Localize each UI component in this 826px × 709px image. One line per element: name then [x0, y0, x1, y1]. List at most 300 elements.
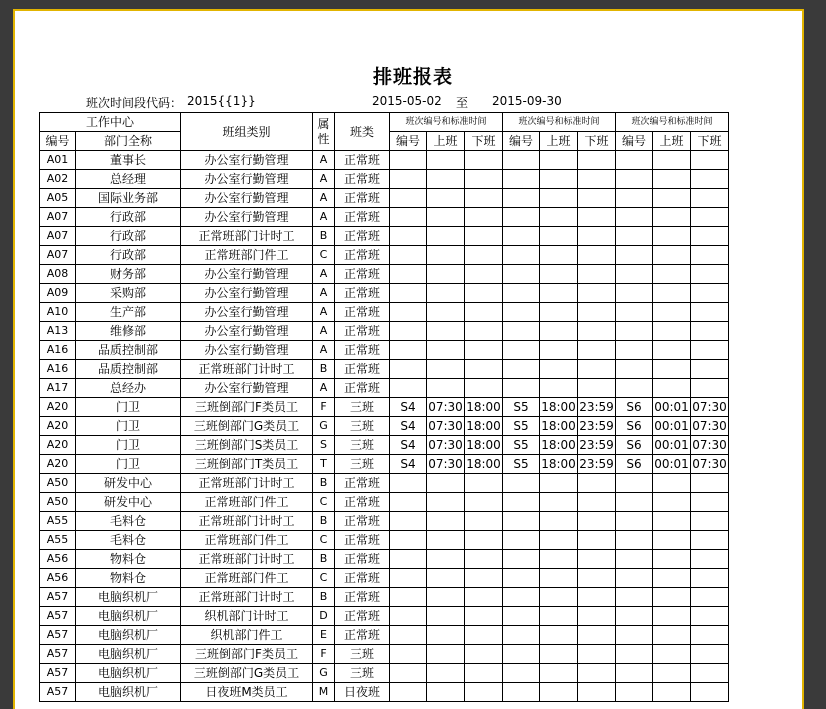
cell-shift-off [578, 645, 616, 664]
cell-shift-off [578, 493, 616, 512]
cell-attr: A [313, 208, 335, 227]
cell-shift-on [540, 569, 578, 588]
cell-shift-code [616, 341, 653, 360]
cell-shift-off [691, 664, 729, 683]
cell-shift-class: 正常班 [335, 493, 390, 512]
cell-shift-off [691, 512, 729, 531]
table-row [40, 569, 729, 588]
cell-group-type: 办公室行勤管理 [181, 265, 313, 284]
cell-group-type: 三班倒部门F类员工 [181, 398, 313, 417]
cell-shift-code [390, 645, 427, 664]
cell-shift-on [540, 170, 578, 189]
cell-shift-on: 07:30 [427, 417, 465, 436]
cell-shift-code [616, 493, 653, 512]
cell-shift-off [578, 341, 616, 360]
cell-shift-off [691, 683, 729, 702]
cell-shift-code: S4 [390, 455, 427, 474]
cell-code: A01 [40, 151, 76, 170]
cell-shift-code [503, 588, 540, 607]
cell-group-type: 日夜班M类员工 [181, 683, 313, 702]
table-row [40, 303, 729, 322]
cell-group-type: 正常班部门件工 [181, 493, 313, 512]
cell-shift-code [503, 265, 540, 284]
cell-dept-name: 毛料仓 [76, 512, 181, 531]
cell-dept-name: 门卫 [76, 436, 181, 455]
cell-code: A20 [40, 417, 76, 436]
cell-shift-code [503, 379, 540, 398]
cell-shift-code [390, 588, 427, 607]
cell-group-type: 正常班部门件工 [181, 569, 313, 588]
header-on-duty-3: 上班 [653, 132, 691, 151]
cell-shift-code [503, 341, 540, 360]
cell-shift-off [578, 379, 616, 398]
cell-shift-off [465, 284, 503, 303]
cell-attr: G [313, 664, 335, 683]
cell-shift-on [427, 512, 465, 531]
cell-shift-off [465, 531, 503, 550]
cell-shift-code [390, 208, 427, 227]
cell-dept-name: 研发中心 [76, 493, 181, 512]
cell-shift-off [465, 512, 503, 531]
cell-code: A55 [40, 512, 76, 531]
table-row [40, 455, 729, 474]
cell-code: A20 [40, 398, 76, 417]
cell-shift-off [578, 626, 616, 645]
cell-dept-name: 电脑织机厂 [76, 664, 181, 683]
header-code: 编号 [40, 132, 76, 151]
cell-shift-on [427, 626, 465, 645]
table-row [40, 417, 729, 436]
cell-attr: T [313, 455, 335, 474]
cell-shift-off [578, 360, 616, 379]
cell-shift-code [616, 303, 653, 322]
cell-attr: E [313, 626, 335, 645]
cell-shift-code [503, 683, 540, 702]
cell-shift-on [427, 683, 465, 702]
cell-shift-class: 正常班 [335, 550, 390, 569]
cell-shift-on [653, 664, 691, 683]
cell-attr: B [313, 588, 335, 607]
cell-shift-code [503, 170, 540, 189]
cell-shift-code [390, 265, 427, 284]
cell-shift-on [653, 607, 691, 626]
table-row [40, 341, 729, 360]
cell-shift-off [578, 664, 616, 683]
table-row [40, 512, 729, 531]
cell-shift-on [653, 626, 691, 645]
cell-shift-code [503, 322, 540, 341]
cell-dept-name: 电脑织机厂 [76, 683, 181, 702]
cell-shift-class: 三班 [335, 455, 390, 474]
cell-shift-code [390, 227, 427, 246]
cell-shift-off [578, 170, 616, 189]
cell-code: A20 [40, 436, 76, 455]
cell-shift-code [390, 303, 427, 322]
cell-shift-on [653, 208, 691, 227]
cell-shift-on: 07:30 [427, 455, 465, 474]
cell-attr: C [313, 246, 335, 265]
cell-shift-off [691, 322, 729, 341]
cell-attr: A [313, 265, 335, 284]
cell-shift-off [465, 341, 503, 360]
cell-shift-off [578, 284, 616, 303]
cell-shift-class: 正常班 [335, 360, 390, 379]
cell-code: A05 [40, 189, 76, 208]
table-row [40, 626, 729, 645]
cell-attr: B [313, 474, 335, 493]
cell-attr: C [313, 531, 335, 550]
cell-code: A16 [40, 341, 76, 360]
header-shift-group-3: 班次编号和标准时间 [616, 113, 729, 132]
cell-code: A57 [40, 626, 76, 645]
cell-shift-off [578, 189, 616, 208]
cell-shift-off [691, 569, 729, 588]
cell-shift-class: 正常班 [335, 208, 390, 227]
cell-shift-on [540, 512, 578, 531]
cell-shift-off: 07:30 [691, 398, 729, 417]
cell-shift-code: S6 [616, 417, 653, 436]
cell-dept-name: 研发中心 [76, 474, 181, 493]
cell-shift-off [465, 569, 503, 588]
cell-shift-class: 正常班 [335, 341, 390, 360]
cell-group-type: 正常班部门计时工 [181, 550, 313, 569]
table-row [40, 683, 729, 702]
cell-shift-code [390, 284, 427, 303]
cell-shift-code [616, 550, 653, 569]
cell-attr: F [313, 645, 335, 664]
cell-shift-off [578, 569, 616, 588]
cell-attr: G [313, 417, 335, 436]
table-row [40, 436, 729, 455]
cell-shift-on [540, 626, 578, 645]
cell-shift-on [427, 227, 465, 246]
header-shift-code-1: 编号 [390, 132, 427, 151]
cell-shift-class: 正常班 [335, 322, 390, 341]
cell-shift-on [653, 512, 691, 531]
cell-shift-code [616, 189, 653, 208]
cell-shift-on [653, 550, 691, 569]
cell-dept-name: 物料仓 [76, 569, 181, 588]
shift-period-label: 班次时间段代码： [86, 96, 183, 110]
cell-shift-code [616, 265, 653, 284]
cell-shift-on [540, 550, 578, 569]
cell-shift-on [427, 208, 465, 227]
cell-shift-off [578, 588, 616, 607]
cell-shift-code [390, 246, 427, 265]
cell-group-type: 三班倒部门G类员工 [181, 417, 313, 436]
cell-shift-code: S4 [390, 417, 427, 436]
cell-shift-off: 23:59 [578, 455, 616, 474]
cell-shift-on [540, 664, 578, 683]
cell-shift-code [616, 588, 653, 607]
cell-group-type: 织机部门件工 [181, 626, 313, 645]
cell-shift-off [465, 246, 503, 265]
cell-shift-off [691, 626, 729, 645]
cell-group-type: 办公室行勤管理 [181, 303, 313, 322]
cell-shift-code [616, 379, 653, 398]
cell-attr: F [313, 398, 335, 417]
cell-shift-code: S4 [390, 398, 427, 417]
cell-shift-on [540, 284, 578, 303]
table-row [40, 227, 729, 246]
cell-dept-name: 电脑织机厂 [76, 626, 181, 645]
cell-dept-name: 电脑织机厂 [76, 645, 181, 664]
cell-code: A02 [40, 170, 76, 189]
cell-shift-code [503, 645, 540, 664]
table-row [40, 645, 729, 664]
cell-shift-code [616, 607, 653, 626]
cell-shift-off [578, 474, 616, 493]
cell-shift-class: 正常班 [335, 265, 390, 284]
cell-shift-class: 正常班 [335, 151, 390, 170]
cell-shift-on [653, 265, 691, 284]
cell-shift-off [691, 246, 729, 265]
schedule-table [39, 112, 729, 702]
cell-shift-code [616, 360, 653, 379]
cell-shift-code [503, 284, 540, 303]
cell-shift-on [653, 341, 691, 360]
cell-shift-off [578, 531, 616, 550]
cell-shift-code [616, 151, 653, 170]
cell-shift-on [653, 151, 691, 170]
cell-shift-code: S6 [616, 436, 653, 455]
cell-shift-code [390, 626, 427, 645]
cell-shift-code [503, 227, 540, 246]
cell-shift-off [691, 227, 729, 246]
cell-code: A07 [40, 208, 76, 227]
cell-group-type: 办公室行勤管理 [181, 170, 313, 189]
cell-shift-on [540, 265, 578, 284]
cell-dept-name: 门卫 [76, 455, 181, 474]
cell-shift-code [616, 170, 653, 189]
cell-shift-on [653, 303, 691, 322]
cell-shift-code [503, 607, 540, 626]
cell-group-type: 正常班部门计时工 [181, 360, 313, 379]
cell-shift-off [691, 645, 729, 664]
cell-code: A07 [40, 246, 76, 265]
cell-shift-code [503, 531, 540, 550]
cell-shift-off [691, 379, 729, 398]
cell-group-type: 正常班部门计时工 [181, 474, 313, 493]
cell-shift-on [653, 683, 691, 702]
cell-code: A50 [40, 493, 76, 512]
cell-shift-code [616, 208, 653, 227]
cell-shift-off [465, 664, 503, 683]
cell-shift-off [578, 265, 616, 284]
cell-group-type: 三班倒部门G类员工 [181, 664, 313, 683]
cell-group-type: 正常班部门计时工 [181, 227, 313, 246]
cell-shift-class: 正常班 [335, 303, 390, 322]
header-attr: 属性 [313, 113, 335, 151]
cell-group-type: 织机部门计时工 [181, 607, 313, 626]
cell-group-type: 正常班部门计时工 [181, 512, 313, 531]
header-off-duty-2: 下班 [578, 132, 616, 151]
cell-code: A50 [40, 474, 76, 493]
cell-group-type: 正常班部门计时工 [181, 588, 313, 607]
cell-shift-on [653, 246, 691, 265]
cell-shift-on [427, 493, 465, 512]
cell-shift-on [427, 550, 465, 569]
cell-shift-off [691, 588, 729, 607]
header-shift-code-3: 编号 [616, 132, 653, 151]
cell-shift-off [691, 474, 729, 493]
header-dept-name: 部门全称 [76, 132, 181, 151]
header-off-duty-1: 下班 [465, 132, 503, 151]
cell-shift-on [653, 189, 691, 208]
cell-shift-off [578, 512, 616, 531]
cell-dept-name: 总经办 [76, 379, 181, 398]
cell-shift-class: 正常班 [335, 246, 390, 265]
table-row [40, 246, 729, 265]
cell-dept-name: 品质控制部 [76, 341, 181, 360]
cell-shift-on [540, 246, 578, 265]
cell-shift-on: 18:00 [540, 455, 578, 474]
cell-shift-class: 三班 [335, 436, 390, 455]
cell-shift-on [540, 531, 578, 550]
cell-shift-off [465, 303, 503, 322]
cell-attr: A [313, 322, 335, 341]
cell-group-type: 办公室行勤管理 [181, 379, 313, 398]
cell-shift-on [540, 189, 578, 208]
cell-shift-off [691, 360, 729, 379]
cell-shift-class: 三班 [335, 417, 390, 436]
cell-shift-on [540, 208, 578, 227]
cell-dept-name: 品质控制部 [76, 360, 181, 379]
header-shift-group-2: 班次编号和标准时间 [503, 113, 616, 132]
cell-code: A57 [40, 588, 76, 607]
cell-shift-off [578, 227, 616, 246]
cell-group-type: 三班倒部门F类员工 [181, 645, 313, 664]
cell-attr: A [313, 303, 335, 322]
cell-shift-off [465, 151, 503, 170]
cell-dept-name: 物料仓 [76, 550, 181, 569]
cell-shift-on [540, 683, 578, 702]
cell-attr: A [313, 189, 335, 208]
cell-shift-off: 07:30 [691, 436, 729, 455]
header-shift-class: 班类 [335, 113, 390, 151]
cell-shift-code [616, 683, 653, 702]
cell-shift-on [427, 284, 465, 303]
table-row [40, 189, 729, 208]
cell-shift-on [653, 531, 691, 550]
cell-shift-on: 07:30 [427, 398, 465, 417]
cell-shift-class: 正常班 [335, 189, 390, 208]
cell-shift-code [616, 664, 653, 683]
cell-shift-on [427, 170, 465, 189]
table-row [40, 379, 729, 398]
cell-shift-code [503, 474, 540, 493]
cell-shift-on [653, 170, 691, 189]
cell-shift-code [503, 208, 540, 227]
cell-shift-on [540, 474, 578, 493]
cell-attr: B [313, 360, 335, 379]
table-row [40, 265, 729, 284]
cell-shift-on [540, 322, 578, 341]
cell-shift-off [578, 550, 616, 569]
cell-code: A56 [40, 569, 76, 588]
cell-attr: A [313, 284, 335, 303]
cell-attr: B [313, 227, 335, 246]
header-shift-code-2: 编号 [503, 132, 540, 151]
cell-code: A07 [40, 227, 76, 246]
cell-dept-name: 总经理 [76, 170, 181, 189]
cell-shift-on [427, 588, 465, 607]
cell-shift-code [616, 569, 653, 588]
cell-shift-on [540, 588, 578, 607]
cell-dept-name: 生产部 [76, 303, 181, 322]
cell-shift-code [390, 531, 427, 550]
cell-shift-code: S5 [503, 455, 540, 474]
cell-shift-class: 正常班 [335, 531, 390, 550]
cell-shift-on [653, 588, 691, 607]
cell-shift-on: 00:01 [653, 455, 691, 474]
cell-group-type: 办公室行勤管理 [181, 208, 313, 227]
cell-shift-on: 18:00 [540, 436, 578, 455]
cell-dept-name: 毛料仓 [76, 531, 181, 550]
table-row [40, 322, 729, 341]
header-work-center: 工作中心 [40, 113, 181, 132]
cell-shift-on [427, 341, 465, 360]
cell-shift-on [653, 227, 691, 246]
cell-attr: B [313, 512, 335, 531]
header-shift-group-1: 班次编号和标准时间 [390, 113, 503, 132]
cell-shift-off: 18:00 [465, 398, 503, 417]
cell-shift-code [616, 645, 653, 664]
cell-shift-off: 18:00 [465, 436, 503, 455]
cell-shift-on [653, 322, 691, 341]
cell-shift-class: 日夜班 [335, 683, 390, 702]
cell-dept-name: 电脑织机厂 [76, 588, 181, 607]
cell-shift-code [503, 626, 540, 645]
cell-shift-on [540, 151, 578, 170]
cell-code: A56 [40, 550, 76, 569]
cell-shift-code: S6 [616, 398, 653, 417]
cell-shift-on [427, 303, 465, 322]
cell-shift-on: 07:30 [427, 436, 465, 455]
cell-code: A20 [40, 455, 76, 474]
cell-shift-off [578, 151, 616, 170]
cell-attr: A [313, 151, 335, 170]
table-row [40, 360, 729, 379]
cell-shift-off [465, 208, 503, 227]
cell-shift-on [427, 569, 465, 588]
cell-shift-code [390, 360, 427, 379]
cell-shift-code: S5 [503, 417, 540, 436]
cell-shift-on [540, 360, 578, 379]
cell-shift-on [427, 246, 465, 265]
table-row [40, 170, 729, 189]
cell-shift-off [578, 607, 616, 626]
cell-shift-class: 正常班 [335, 227, 390, 246]
cell-attr: A [313, 341, 335, 360]
cell-shift-on [427, 664, 465, 683]
cell-attr: B [313, 550, 335, 569]
cell-shift-off [465, 645, 503, 664]
cell-shift-code [503, 493, 540, 512]
cell-code: A57 [40, 664, 76, 683]
cell-shift-on [427, 474, 465, 493]
cell-shift-code [390, 379, 427, 398]
cell-shift-class: 三班 [335, 398, 390, 417]
cell-shift-off [465, 626, 503, 645]
cell-shift-code [503, 151, 540, 170]
cell-code: A17 [40, 379, 76, 398]
header-group-type: 班组类别 [181, 113, 313, 151]
header-on-duty-2: 上班 [540, 132, 578, 151]
cell-shift-code [616, 227, 653, 246]
cell-shift-on [653, 493, 691, 512]
cell-shift-off [465, 265, 503, 284]
